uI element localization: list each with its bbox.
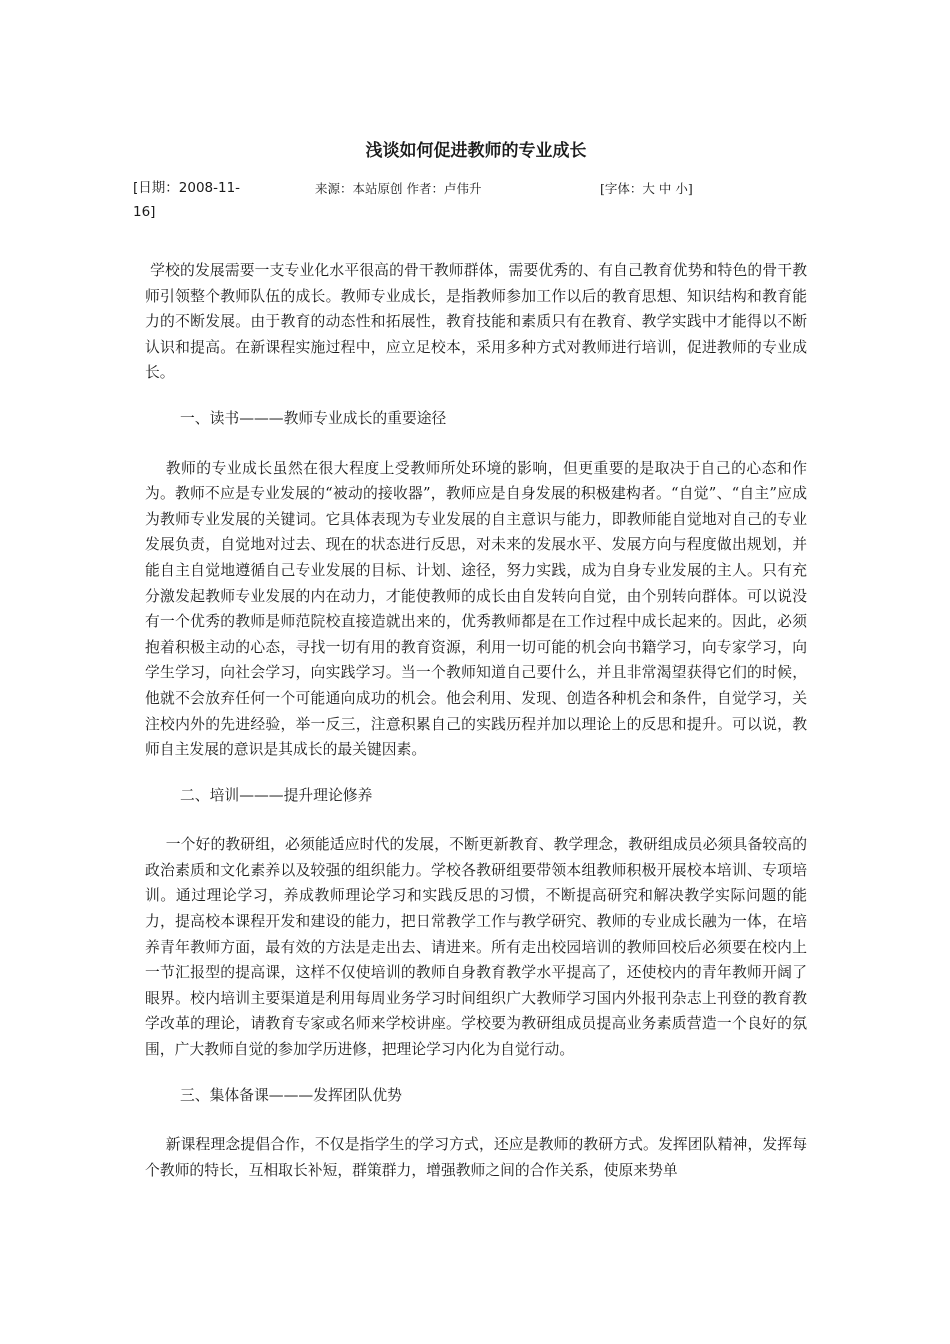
section-heading-training: 二、培训———提升理论修养 [180,786,373,804]
section-heading-lesson-prep: 三、集体备课———发挥团队优势 [180,1086,402,1104]
section-heading-reading: 一、读书———教师专业成长的重要途径 [180,409,447,427]
font-size-selector[interactable]: [字体：大 中 小] [600,181,693,196]
article-body [145,258,807,1183]
paragraph-reading: 教师的专业成长虽然在很大程度上受教师所处环境的影响，但更重要的是取决于自己的心态和作为。教师不应是专业发展的“被动的接收器”，教师应是自身发展的积极建构者。“自觉”、“自主”应成为教师专业发展的关键词。它具体表现为专业发展的自主意识与能力，即教师能自觉地对自己的专业发展负责，自觉地对过去、现在的状态进行反思，对未来的发展水平、发展方向与程度做出规划，并能自主自觉地遵循自己专业发展的目标、计划、途径，努力实践，成为自身专业发展的主人。只有充分激发起教师专业发展的内在动力，才能使教师的成长由自发转向自觉，由个别转向群体。可以说没有一个优秀的教师是师范院校直接造就出来的，优秀教师都是在工作过程中成长起来的。因此，必须抱着积极主动的心态，寻找一切有用的教育资源，利用一切可能的机会向书籍学习，向专家学习，向学生学习，向社会学习，向实践学习。当一个教师知道自己要什么，并且非常渴望获得它们的时候，他就不会放弃任何一个可能通向成功的机会。他会利用、发现、创造各种机会和条件，自觉学习，关注校内外的先进经验，举一反三，注意积累自己的实践历程并加以理论上的反思和提升。可以说，教师自主发展的意识是其成长的最关键因素。 [145,459,807,759]
paragraph-training: 一个好的教研组，必须能适应时代的发展，不断更新教育、教学理念，教研组成员必须具备较高的政治素质和文化素养以及较强的组织能力。学校各教研组要带领本组教师积极开展校本培训、专项培训。通过理论学习，养成教师理论学习和实践反思的习惯，不断提高研究和解决教学实际问题的能力，提高校本课程开发和建设的能力，把日常教学工作与教学研究、教师的专业成长融为一体，在培养青年教师方面，最有效的方法是走出去、请进来。所有走出校园培训的教师回校后必须要在校内上一节汇报型的提高课，这样不仅使培训的教师自身教育教学水平提高了，还使校内的青年教师开阔了眼界。校内培训主要渠道是利用每周业务学习时间组织广大教师学习国内外报刊杂志上刊登的教育教学改革的理论，请教育专家或名师来学校讲座。学校要为教研组成员提高业务素质营造一个良好的氛围，广大教师自觉的参加学历进修，把理论学习内化为自觉行动。 [145,836,807,1059]
source-author: 来源：本站原创 作者：卢伟升 [315,181,482,196]
article [133,130,807,1183]
intro-paragraph: 学校的发展需要一支专业化水平很高的骨干教师群体，需要优秀的、有自己教育优势和特色的骨干教师引领整个教师队伍的成长。教师专业成长，是指教师参加工作以后的教育思想、知识结构和教育能力的不断发展。由于教育的动态性和拓展性，教育技能和素质只有在教育、教学实践中才能得以不断认识和提高。在新课程实施过程中，应立足校本，采用多种方式对教师进行培训，促进教师的专业成长。 [145,262,807,382]
article-title: 浅谈如何促进教师的专业成长 [365,141,587,161]
paragraph-lesson-prep: 新课程理念提倡合作，不仅是指学生的学习方式，还应是教师的教研方式。发挥团队精神，发挥每个教师的特长，互相取长补短，群策群力，增强教师之间的合作关系，使原来势单 [145,1136,807,1179]
publish-date: [日期：2008-11-16] [133,180,241,220]
article-meta [133,176,807,228]
